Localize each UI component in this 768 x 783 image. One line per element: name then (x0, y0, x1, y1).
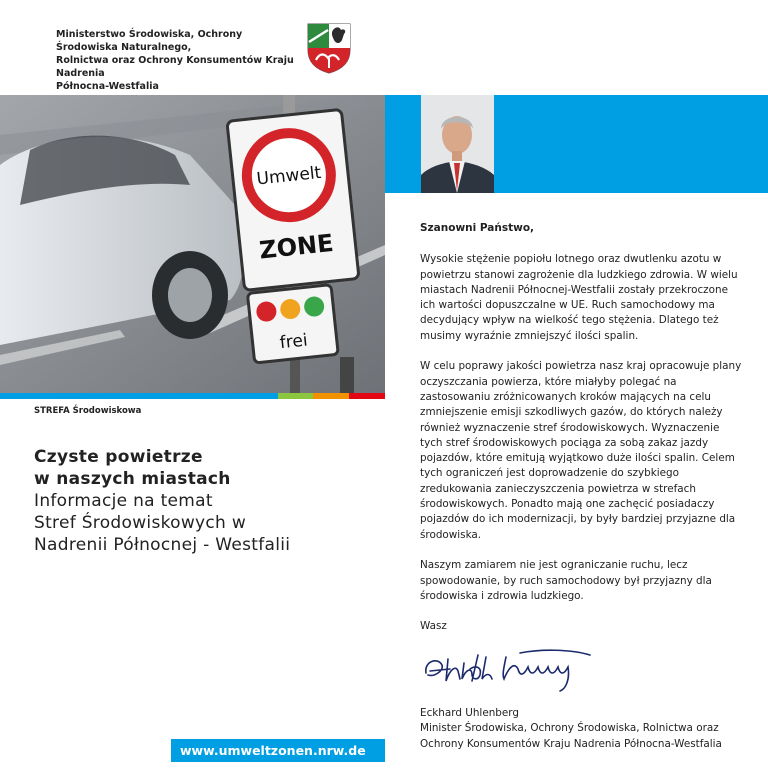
letter-paragraph: Wysokie stężenie popiołu lotnego oraz dwutlenku azotu w powietrzu stanowi zagrożenie dla ludzkiego zdrowia. W wielu miastach Nadrenii Północnej-Westfalii zostały przekroczone ich wartości dopuszczalne w UE. Ruch samochodowy ma decydujący wpływ na wielkość tego stężenia. Dlatego też musimy wyraźnie zmniejszyć ilości spalin. (420, 253, 738, 342)
strip-segment-red (349, 393, 385, 399)
title-line: Czyste powietrze (34, 447, 203, 467)
letter-closing: Wasz (420, 620, 447, 633)
nrw-coat-of-arms-icon (306, 22, 352, 74)
website-url-link[interactable]: www.umweltzonen.nrw.de (171, 739, 385, 762)
signature-icon (420, 639, 620, 693)
strip-segment-green (278, 393, 313, 399)
subtitle-line: Stref Środowiskowych w (34, 513, 247, 533)
sign-zone-text: ZONE (257, 228, 335, 265)
letter-paragraph: W celu poprawy jakości powietrza nasz kraj opracowuje plany oczyszczania powierza, które miałyby polegać na zastosowaniu zróżnicowanych kroków mających na celu zmniejszenie emisji szkodliwych gazów, do których należy również wyznaczenie stref środowiskowych. Wyznaczenie tych stref środowiskowych pociąga za sobą zakaz jazdy pojazdów, które emitują wyjątkowo duże ilości spalin. Celem tych ograniczeń jest doprowadzenie do szybkiego zredukowania zanieczyszczenia powietrza w strefach środowiskowych. Ponadto mają one zachęcić posiadaczy pojazdów do ich modernizacji, by były bardziej przyjazne dla środowiska. (420, 360, 742, 541)
signer-name: Eckhard Uhlenberg (420, 707, 519, 720)
minister-portrait (421, 95, 494, 193)
strip-segment-blue (0, 393, 278, 399)
color-accent-strip (0, 393, 385, 399)
letter-paragraph: Naszym zamiarem nie jest ograniczanie ruchu, lecz spowodowanie, by ruch samochodowy był przyjazny dla środowiska i zdrowia ludzkiego. (420, 559, 712, 602)
subtitle-line: Nadrenii Północnej - Westfalii (34, 535, 291, 555)
ministry-line: Ministerstwo Środowiska, Ochrony Środowiska Naturalnego, (56, 29, 243, 53)
subtitle-line: Informacje na temat (34, 491, 213, 511)
ministry-name (56, 28, 306, 93)
page-title (34, 446, 374, 556)
street-scene-illustration (0, 95, 385, 393)
sign-frei-text: frei (278, 330, 309, 354)
title-line: w naszych miastach (34, 469, 231, 489)
portrait-illustration (421, 95, 494, 193)
signer-title-line: Ochrony Konsumentów Kraju Nadrenia Północna-Westfalia (420, 737, 722, 750)
letter-greeting: Szanowni Państwo, (420, 222, 535, 234)
sign-umwelt-text: Umwelt (255, 162, 323, 190)
umweltzone-photo (0, 95, 385, 393)
ministry-line: Rolnictwa oraz Ochrony Konsumentów Kraju Nadrenia (56, 55, 294, 79)
signer-title-line: Minister Środowiska, Ochrony Środowiska, Rolnictwa oraz (420, 722, 719, 735)
strip-segment-orange (313, 393, 349, 399)
ministry-line: Północna-Westfalia (56, 81, 159, 92)
section-label: STREFA Środowiskowa (34, 406, 142, 416)
letter-body (420, 221, 745, 752)
